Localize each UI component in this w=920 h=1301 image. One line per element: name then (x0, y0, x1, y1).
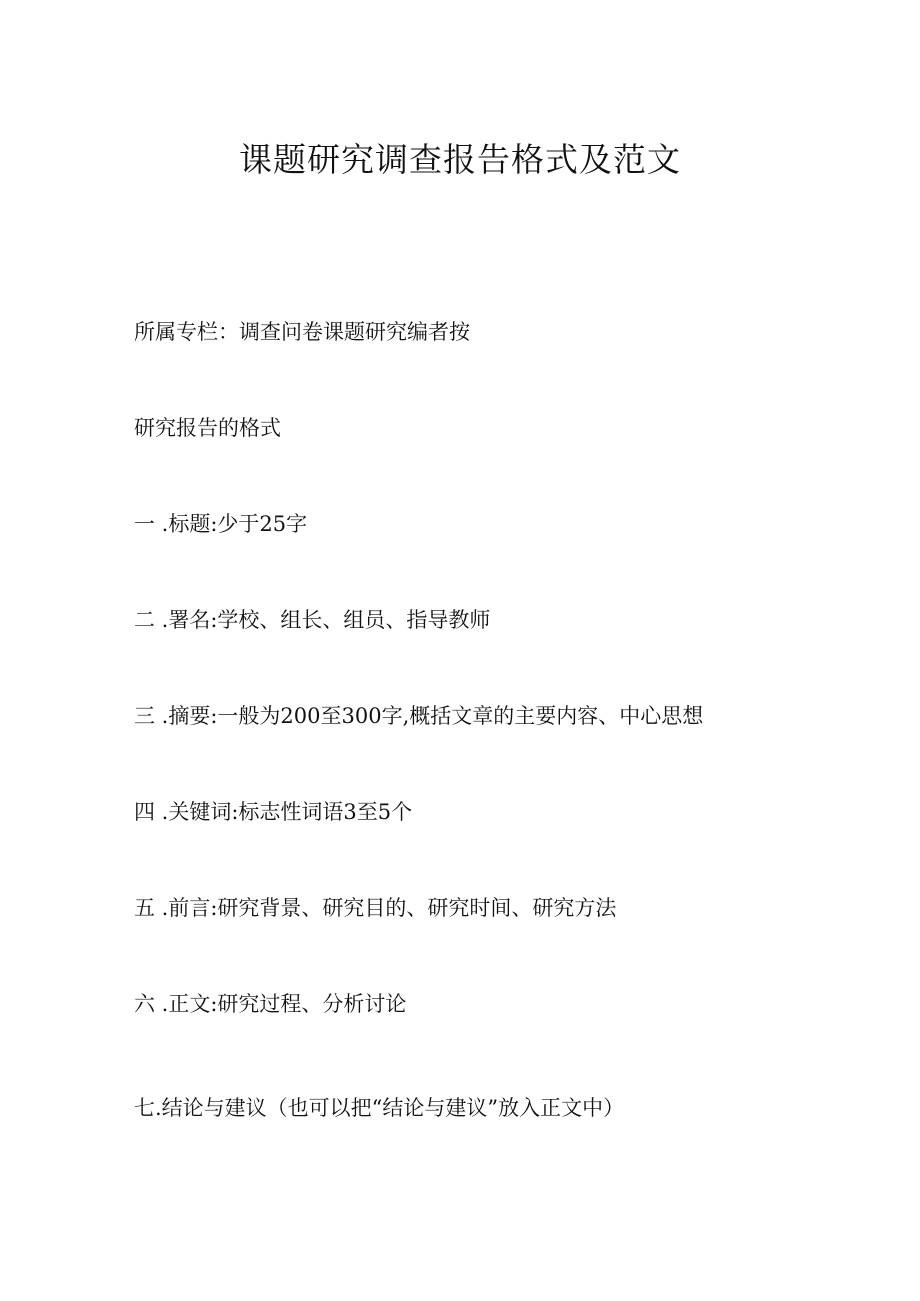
list-item-abstract: 三 .摘要:一般为200至300字,概括文章的主要内容、中心思想 (134, 704, 704, 728)
list-item-body: 六 .正文:研究过程、分析讨论 (134, 992, 407, 1016)
list-item-conclusion: 七.结论与建议（也可以把“结论与建议”放入正文中） (134, 1096, 625, 1120)
document-title: 课题研究调查报告格式及范文 (239, 140, 681, 179)
list-item-keywords: 四 .关键词:标志性词语3至5个 (134, 800, 413, 824)
list-item-title: 一 .标题:少于25字 (134, 512, 308, 536)
column-info-line: 所属专栏：调查问卷课题研究编者按 (134, 320, 470, 344)
section-heading-report-format: 研究报告的格式 (134, 416, 281, 440)
list-item-preface: 五 .前言:研究背景、研究目的、研究时间、研究方法 (134, 896, 617, 920)
list-item-signature: 二 .署名:学校、组长、组员、指导教师 (134, 608, 491, 632)
